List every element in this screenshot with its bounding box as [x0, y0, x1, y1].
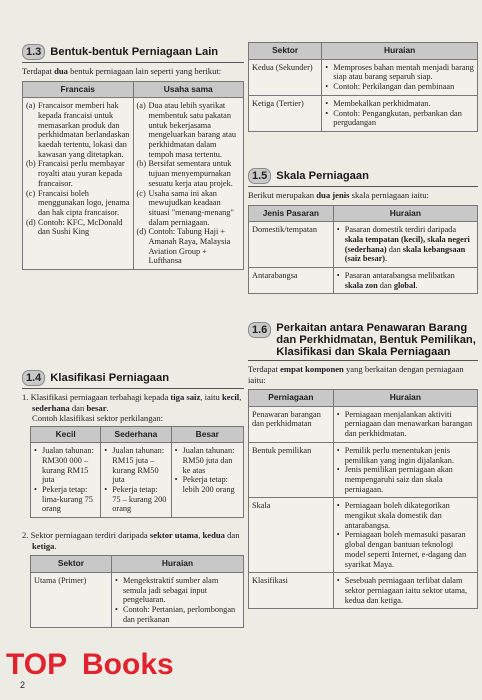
- row-description: [333, 573, 477, 609]
- table-header: Huraian: [322, 43, 478, 60]
- list-item: [137, 159, 241, 188]
- list-text: Bersifat sementara untuk tujuan menyempurnakan sesuatu kerja atau projek.: [148, 159, 233, 188]
- size-cell: [31, 443, 101, 518]
- section-title: Bentuk-bentuk Perniagaan Lain: [50, 46, 219, 58]
- table-header: Huraian: [333, 390, 477, 407]
- francais-cell: [23, 98, 134, 270]
- row-label: Kedua (Sekunder): [249, 59, 322, 95]
- list-item: [137, 189, 241, 228]
- list-marker: (c): [26, 188, 36, 198]
- divider: [248, 186, 478, 187]
- section-title: Skala Perniagaan: [276, 170, 369, 182]
- list-text: Francaisi perlu membayar royalti atau yuran kepada francaisor.: [38, 159, 125, 188]
- table-header: Sederhana: [101, 426, 171, 443]
- table-row: [249, 95, 478, 131]
- row-description: [322, 95, 478, 131]
- list-item: [26, 101, 130, 159]
- list-item: • Perniagaan boleh memasuki pasaran global dengan bantuan teknologi model seperti Internet, e-dagang dan syarikat Maya.: [337, 530, 474, 569]
- section-intro: Terdapat empat komponen yang berkaitan dengan perniagaan iaitu:: [248, 364, 464, 385]
- list-text: Dua atau lebih syarikat membentuk satu pakatan untuk bekerjasama mengeluarkan barang atau perkhidmatan dalam tempoh masa tertentu.: [148, 101, 237, 159]
- size-classification-table: [30, 426, 244, 519]
- list-item: [137, 227, 241, 266]
- row-label: Ketiga (Tertier): [249, 95, 322, 131]
- francais-list: [26, 101, 130, 237]
- list-item: • Pekerja tetap: lebih 200 orang: [175, 475, 240, 494]
- row-description: [111, 572, 243, 628]
- section-title: Klasifikasi Perniagaan: [50, 372, 170, 384]
- list-item: [26, 218, 130, 237]
- paragraph-1-sub: Contoh klasifikasi sektor perkilangan:: [32, 413, 164, 423]
- divider: [248, 360, 478, 361]
- list-item: [137, 101, 241, 159]
- list-text: Contoh: KFC, McDonald dan Sushi King: [38, 217, 123, 237]
- table-row: [249, 442, 478, 498]
- topbooks-logo: [2, 640, 192, 686]
- row-label: Klasifikasi: [249, 573, 334, 609]
- list-item: • Pekerja tetap: 75 – kurang 200 orang: [104, 485, 167, 514]
- list-text: Contoh: Tabung Haji + Amanah Raya, Malaysia Aviation Group + Lufthansa: [148, 227, 231, 266]
- primary-sector-table: [30, 555, 244, 628]
- list-marker: (a): [26, 101, 36, 111]
- list-item: [26, 189, 130, 218]
- table-row: [249, 222, 478, 268]
- table-header: Huraian: [111, 556, 243, 573]
- list-marker: (d): [26, 217, 36, 227]
- list-item: • Memproses bahan mentah menjadi barang siap atau barang separuh siap.: [325, 63, 474, 82]
- market-description: • Pasaran antarabangsa melibatkan skala zon dan global.: [333, 268, 477, 294]
- table-header: Francais: [23, 81, 134, 98]
- table-header: Perniagaan: [249, 390, 334, 407]
- list-item: • Jualan tahunan: RM15 juta – kurang RM50 juta: [104, 446, 167, 485]
- table-header: Kecil: [31, 426, 101, 443]
- section-1-3-heading: [22, 44, 244, 60]
- market-scale-table: [248, 205, 478, 295]
- table-row: [249, 406, 478, 442]
- market-name: Domestik/tempatan: [249, 222, 334, 268]
- paragraph-1: 1. Klasifikasi perniagaan terbahagi kepada tiga saiz, iaitu kecil, sederhana dan besar.: [22, 392, 242, 413]
- table-header: Huraian: [333, 205, 477, 222]
- row-description: [322, 59, 478, 95]
- row-label: Skala: [249, 498, 334, 573]
- section-title: Perkaitan antara Penawaran Barang dan Perkhidmatan, Bentuk Pemilikan, Klasifikasi dan Skala Perniagaan: [276, 322, 476, 358]
- size-cell: [171, 443, 243, 518]
- list-item: • Contoh: Perkilangan dan pembinaan: [325, 82, 474, 92]
- list-item: • Membekalkan perkhidmatan.: [325, 99, 474, 109]
- table-row: [249, 268, 478, 294]
- list-marker: (b): [26, 159, 36, 169]
- sector-table-continued: [248, 42, 478, 132]
- market-description: • Pasaran domestik terdiri daripada skala tempatan (kecil), skala negeri (sederhana) dan skala kebangsaan (saiz besar).: [333, 222, 477, 268]
- divider: [22, 388, 244, 389]
- list-item: • Jualan tahunan: RM300 000 – kurang RM15 juta: [34, 446, 97, 485]
- row-label: Bentuk pemilikan: [249, 442, 334, 498]
- list-text: Usaha sama ini akan mewujudkan keadaan situasi "menang-menang" dalam perniagaan.: [148, 188, 234, 227]
- row-description: [333, 442, 477, 498]
- list-text: Francaisor memberi hak kepada francaisi untuk memasarkan produk dan perkhidmatan berlandaskan kaedah tertentu, lokasi dan kawasan yang ditetapkan.: [38, 101, 130, 159]
- table-row: [31, 572, 244, 628]
- row-description: [333, 498, 477, 573]
- list-marker: (c): [136, 188, 146, 198]
- row-label: Penawaran barangan dan perkhidmatan: [249, 406, 334, 442]
- list-item: • Pemilik perlu menentukan jenis pemilikan yang ingin dijalankan.: [337, 446, 474, 465]
- table-row: [249, 498, 478, 573]
- list-marker: (d): [136, 227, 147, 237]
- table-header: Sektor: [249, 43, 322, 60]
- list-item: • Perniagaan boleh dikategorikan mengikut skala domestik dan antarabangsa.: [337, 501, 474, 530]
- size-cell: [101, 443, 171, 518]
- list-marker: (a): [136, 101, 146, 111]
- list-item: • Perniagaan menjalankan aktiviti perniagaan dan menawarkan barangan dan perkhidmatan.: [337, 410, 474, 439]
- list-item: [26, 159, 130, 188]
- section-number: 1.5: [248, 168, 271, 184]
- divider: [22, 62, 244, 63]
- page-number: 2: [20, 680, 26, 690]
- row-label: Utama (Primer): [31, 572, 112, 628]
- table-header: Jenis Pasaran: [249, 205, 334, 222]
- section-number: 1.6: [248, 322, 271, 338]
- section-number: 1.4: [22, 370, 45, 386]
- list-item: • Contoh: Pertanian, perlombongan dan perikanan: [115, 605, 240, 624]
- list-marker: (b): [136, 159, 147, 169]
- list-item: • Jualan tahunan: RM50 juta dan ke atas: [175, 446, 240, 475]
- row-description: [333, 406, 477, 442]
- section-number: 1.3: [22, 44, 45, 60]
- business-forms-table: [22, 81, 244, 271]
- logo-top-text: TOP: [6, 648, 68, 681]
- usaha-sama-list: [137, 101, 241, 266]
- paragraph-2: 2. Sektor perniagaan terdiri daripada sektor utama, kedua dan ketiga.: [22, 530, 240, 551]
- table-header: Besar: [171, 426, 243, 443]
- table-row: [249, 59, 478, 95]
- list-item: • Pekerja tetap: lima-kurang 75 orang: [34, 485, 97, 514]
- section-1-6-heading: [248, 322, 478, 358]
- market-name: Antarabangsa: [249, 268, 334, 294]
- table-header: Usaha sama: [133, 81, 244, 98]
- list-item: • Mengekstraktif sumber alam semula jadi sebagai input pengeluaran.: [115, 576, 240, 605]
- list-item: • Jenis pemilikan perniagaan akan mempengaruhi saiz dan skala perniagaan.: [337, 465, 474, 494]
- section-1-4-heading: [22, 370, 244, 386]
- list-item: • Contoh: Pengangkutan, perbankan dan pergudangan: [325, 109, 474, 128]
- table-header: Sektor: [31, 556, 112, 573]
- section-1-5-heading: [248, 168, 478, 184]
- section-intro: Terdapat dua bentuk perniagaan lain seperti yang berikut:: [22, 66, 222, 76]
- usaha-sama-cell: [133, 98, 244, 270]
- table-row: [249, 573, 478, 609]
- business-components-table: [248, 389, 478, 609]
- size-row: [31, 443, 244, 518]
- logo-books-text: Books: [82, 648, 174, 681]
- section-intro: Berikut merupakan dua jenis skala perniagaan iaitu:: [248, 190, 429, 200]
- list-text: Francaisi boleh menggunakan logo, jenama dan hak cipta francaisor.: [38, 188, 130, 217]
- list-item: • Sesebuah perniagaan terlibat dalam sektor perniagaan iaitu sektor utama, kedua dan ketiga.: [337, 576, 474, 605]
